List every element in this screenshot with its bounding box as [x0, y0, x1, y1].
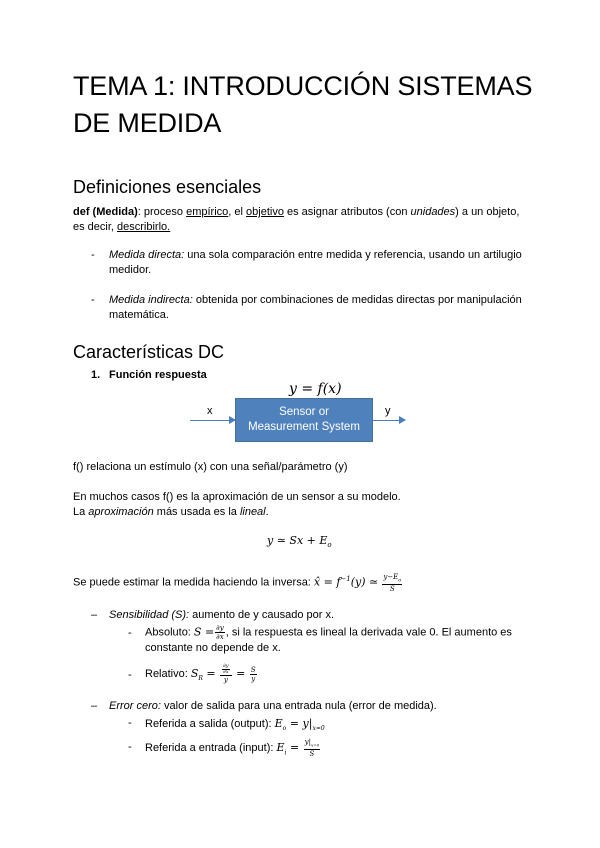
def-text: es asignar atributos (con	[283, 206, 411, 218]
equation-text: y ≃ Sx + E	[267, 534, 328, 547]
fraction-num: y−E	[383, 572, 399, 581]
inverse-equation: x̂ = f	[313, 575, 341, 589]
fraction	[215, 624, 225, 641]
equation: S =	[193, 625, 215, 639]
def-text: : proceso	[137, 206, 187, 218]
paragraph-aproximacion-1: En muchos casos f() es la aproximación de un sensor a su modelo.	[73, 491, 401, 503]
text-italic: lineal	[239, 506, 266, 518]
bullet-dash: -	[91, 294, 95, 306]
equation: E	[276, 741, 285, 755]
def-objetivo: objetivo	[246, 206, 284, 218]
text: .	[265, 506, 269, 518]
text-italic: aproximación	[88, 506, 154, 518]
def-describirlo: describirlo.	[117, 221, 171, 233]
fraction	[304, 738, 320, 758]
term: Medida directa:	[109, 249, 185, 261]
text: La	[73, 506, 89, 518]
bullet-dash: –	[91, 700, 98, 712]
fraction-num: ∂y	[216, 624, 224, 632]
inner-num: ∂y	[223, 663, 229, 669]
list-item-referida-entrada: Referida a entrada (input): $E_i$ = $\frac{y|_{x=0}}{S}$	[145, 738, 320, 759]
equation-b: = y|	[289, 717, 313, 730]
def-text: , el	[228, 206, 247, 218]
fraction-num-cond: x=0	[310, 742, 320, 748]
page-title: TEMA 1: INTRODUCCIÓN SISTEMAS DE MEDIDA	[73, 71, 533, 138]
equation-sub: o	[327, 541, 332, 550]
fraction-num-sub: o	[398, 576, 402, 583]
subheading-number: 1.	[91, 369, 101, 381]
def-text: ) a un objeto, es decir,	[73, 206, 520, 233]
input-label: x	[207, 405, 213, 417]
equation-sub: i	[284, 749, 287, 757]
term: Error cero:	[109, 700, 161, 712]
bullet-dash: -	[128, 717, 132, 729]
block-diagram	[190, 398, 410, 442]
term-text: aumento de y causado por x.	[189, 609, 335, 621]
inner-den: ∂x	[223, 669, 229, 675]
subheading-funcion-respuesta: Función respuesta	[109, 369, 207, 381]
term: Sensibilidad (S):	[109, 609, 190, 621]
sensor-box	[235, 398, 373, 442]
inverse-sup: −1	[340, 575, 351, 583]
bullet-dash: -	[91, 249, 95, 261]
output-label: y	[385, 405, 391, 417]
label: Absoluto:	[145, 626, 194, 639]
bullet-dash: –	[91, 609, 98, 621]
fraction-den: S	[389, 584, 395, 593]
list-item-error-cero	[109, 699, 437, 714]
bullet-dash: -	[128, 669, 132, 681]
fraction-num: y|	[304, 738, 311, 746]
equation: E	[274, 717, 283, 730]
def-label: def (Medida)	[73, 206, 138, 218]
list-item-sensibilidad	[109, 608, 334, 623]
fraction-den: y	[223, 676, 228, 684]
term: Medida indirecta:	[109, 294, 193, 306]
def-unidades: unidades	[410, 206, 456, 218]
fraction	[220, 664, 231, 684]
inverse-fraction	[382, 573, 402, 593]
equation-sub: o	[282, 725, 287, 733]
paragraph-aproximacion-2	[73, 505, 269, 520]
fraction-den: y	[251, 674, 256, 683]
inverse-equation-b: (y) ≃	[350, 575, 379, 589]
equation-cond: x=0	[312, 725, 325, 733]
inverse-paragraph	[73, 572, 403, 593]
label: Referida a salida (output):	[145, 718, 275, 730]
inner-fraction	[222, 664, 229, 675]
label: Referida a entrada (input):	[145, 742, 277, 755]
paragraph-f-relaciona: f() relaciona un estímulo (x) con una señal/parámetro (y)	[73, 461, 348, 473]
text: , si la respuesta es lineal la derivada vale 0. El aumento es constante no depende de x.	[145, 626, 512, 654]
term-text: una sola comparación entre medida y referencia, usando un artilugio medidor.	[109, 249, 522, 276]
section-heading-definiciones: Definiciones esenciales	[73, 177, 262, 197]
text: más usada es la	[153, 506, 240, 518]
sensor-box-line2: Measurement System	[248, 421, 360, 433]
list-item-relativo: Relativo: $S_R$ = ∂y ∂x y = $\frac{S}{y}$	[145, 663, 256, 684]
bullet-dash: -	[128, 741, 132, 753]
equation: S	[190, 666, 199, 680]
equation-sub: R	[198, 675, 203, 683]
list-item-medida-directa	[109, 248, 529, 278]
term-text: valor de salida para una entrada nula (error de medida).	[160, 700, 437, 712]
linear-equation	[267, 533, 332, 553]
term-text: obtenida por combinaciones de medidas directas por manipulación matemática.	[109, 294, 522, 321]
fraction-den: S	[309, 750, 315, 759]
list-item-absoluto	[145, 624, 525, 656]
def-empirico: empírico	[186, 206, 229, 218]
fraction-num: S	[250, 665, 256, 674]
list-item-referida-salida	[145, 716, 325, 736]
label: Relativo:	[145, 667, 191, 680]
fraction	[250, 666, 257, 683]
text: Se puede estimar la medida haciendo la inversa:	[73, 576, 314, 589]
fraction-den: ∂x	[216, 633, 224, 641]
list-item-medida-indirecta	[109, 293, 529, 323]
bullet-dash: -	[128, 627, 132, 639]
diagram-equation: y = f(x)	[289, 381, 342, 397]
section-heading-caracteristicas: Características DC	[73, 342, 225, 362]
definition-paragraph	[73, 205, 533, 235]
output-arrowhead	[399, 416, 406, 424]
sensor-box-line1: Sensor or	[279, 406, 329, 418]
